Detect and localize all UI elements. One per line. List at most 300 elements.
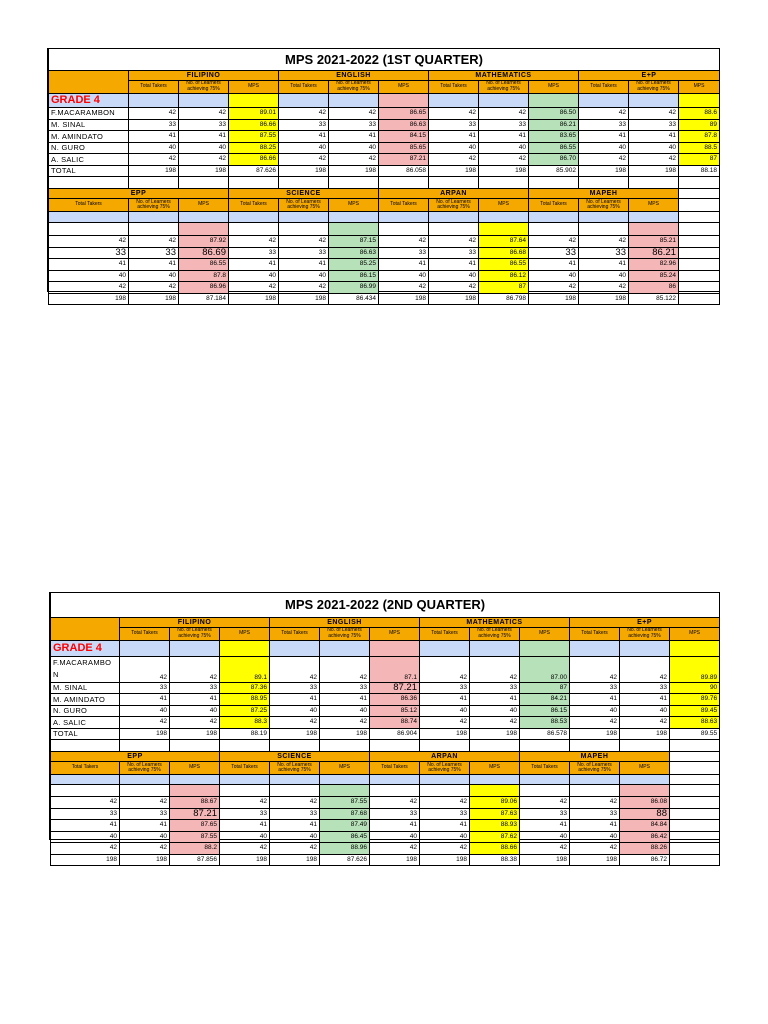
- data-cell: 40: [220, 831, 270, 843]
- column-header: MPS: [170, 762, 220, 775]
- corner-cell: [51, 617, 120, 640]
- data-cell: 33: [179, 119, 229, 131]
- blank-cell: [329, 177, 379, 189]
- data-cell: 198: [429, 293, 479, 305]
- q2-table: [50, 593, 720, 866]
- table-row: [51, 656, 720, 682]
- data-cell: 87.25: [220, 705, 270, 717]
- blank-cell: [220, 775, 270, 785]
- data-cell: 40: [49, 270, 129, 282]
- data-cell: 198: [520, 854, 570, 866]
- teacher-name: A. SALIC: [49, 154, 129, 166]
- data-cell: 42: [129, 282, 179, 294]
- data-cell: 33: [120, 682, 170, 694]
- teacher-name: A. SALIC: [51, 717, 120, 729]
- column-header: MPS: [479, 199, 529, 212]
- data-cell: 86.904: [370, 728, 420, 740]
- data-cell: 86.15: [520, 705, 570, 717]
- table-row: [49, 142, 720, 154]
- data-cell: 85.65: [379, 142, 429, 154]
- data-cell: 33: [279, 119, 329, 131]
- data-cell: 42: [420, 797, 470, 809]
- data-cell: 85.12: [370, 705, 420, 717]
- data-cell: 40: [279, 142, 329, 154]
- blank-cell: [370, 775, 420, 785]
- data-cell: 198: [120, 728, 170, 740]
- data-cell: 87.626: [320, 854, 370, 866]
- data-cell: 89: [679, 119, 720, 131]
- data-cell: 42: [529, 282, 579, 294]
- subject-header: SCIENCE: [220, 752, 370, 762]
- blank-cell: [670, 820, 720, 832]
- data-cell: 86.65: [379, 107, 429, 119]
- blank-cell: [429, 177, 479, 189]
- data-cell: 41: [570, 694, 620, 706]
- data-cell: 198: [570, 854, 620, 866]
- blank-cell: [679, 247, 720, 259]
- data-cell: 42: [429, 236, 479, 248]
- data-cell: 84.84: [620, 820, 670, 832]
- blank-cell: [470, 640, 520, 656]
- data-cell: 33: [579, 119, 629, 131]
- data-cell: 88.25: [229, 142, 279, 154]
- blank-cell: [479, 212, 529, 223]
- data-cell: 42: [379, 236, 429, 248]
- data-cell: 198: [420, 854, 470, 866]
- blank-cell: [629, 177, 679, 189]
- data-cell: 87.8: [179, 270, 229, 282]
- data-cell: 42: [220, 797, 270, 809]
- data-cell: 198: [170, 728, 220, 740]
- data-cell: 41: [229, 259, 279, 271]
- data-cell: 89.89: [670, 656, 720, 682]
- blank-cell: [429, 93, 479, 107]
- data-cell: 89.06: [470, 797, 520, 809]
- data-cell: 42: [529, 236, 579, 248]
- data-cell: 42: [420, 656, 470, 682]
- data-cell: 198: [179, 165, 229, 177]
- column-header: No. of Learners achieving 75%: [270, 762, 320, 775]
- data-cell: 88.2: [170, 843, 220, 855]
- data-cell: 33: [470, 682, 520, 694]
- blank-cell: [229, 212, 279, 223]
- data-cell: 40: [120, 705, 170, 717]
- blank-cell: [179, 93, 229, 107]
- data-cell: 86.55: [479, 259, 529, 271]
- data-cell: 86.21: [529, 119, 579, 131]
- data-cell: 87.65: [170, 820, 220, 832]
- data-cell: 41: [479, 131, 529, 143]
- subject-header: MATHEMATICS: [420, 617, 570, 627]
- blank-cell: [529, 223, 579, 236]
- blank-cell: [279, 223, 329, 236]
- data-cell: 82.96: [629, 259, 679, 271]
- data-cell: 198: [270, 854, 320, 866]
- blank-cell: [679, 177, 720, 189]
- subject-header: EPP: [51, 752, 220, 762]
- blank-cell: [270, 740, 320, 752]
- data-cell: 86.72: [620, 854, 670, 866]
- data-cell: 42: [420, 843, 470, 855]
- teacher-name: TOTAL: [49, 165, 129, 177]
- blank-cell: [329, 223, 379, 236]
- data-cell: 85.122: [629, 293, 679, 305]
- blank-cell: [620, 785, 670, 797]
- data-cell: 86.55: [529, 142, 579, 154]
- data-cell: 198: [629, 165, 679, 177]
- data-cell: 42: [49, 282, 129, 294]
- blank-cell: [379, 177, 429, 189]
- data-cell: 42: [479, 154, 529, 166]
- column-header: Total Takers: [220, 762, 270, 775]
- blank-cell: [129, 212, 179, 223]
- blank-cell: [529, 212, 579, 223]
- data-cell: 40: [579, 270, 629, 282]
- data-cell: 86.08: [620, 797, 670, 809]
- data-cell: 40: [470, 705, 520, 717]
- data-cell: 33: [429, 247, 479, 259]
- data-cell: 88.18: [679, 165, 720, 177]
- data-cell: 42: [570, 717, 620, 729]
- data-cell: 86.15: [329, 270, 379, 282]
- blank-cell: [420, 785, 470, 797]
- data-cell: 41: [279, 259, 329, 271]
- blank-cell: [670, 854, 720, 866]
- blank-cell: [670, 740, 720, 752]
- data-cell: 198: [620, 728, 670, 740]
- data-cell: 33: [49, 247, 129, 259]
- blank-cell: [120, 740, 170, 752]
- data-cell: 89.1: [220, 656, 270, 682]
- data-cell: 40: [379, 270, 429, 282]
- blank-cell: [570, 640, 620, 656]
- blank-cell: [470, 740, 520, 752]
- table-row: [51, 808, 720, 820]
- data-cell: 42: [329, 107, 379, 119]
- column-header: No. of Learners achieving 75%: [620, 627, 670, 640]
- table-row: [51, 797, 720, 809]
- table-row: [49, 270, 720, 282]
- blank-cell: [670, 797, 720, 809]
- column-header: No. of Learners achieving 75%: [420, 762, 470, 775]
- data-cell: 86.68: [479, 247, 529, 259]
- data-cell: 40: [170, 705, 220, 717]
- data-cell: 86.50: [529, 107, 579, 119]
- blank-cell: [620, 740, 670, 752]
- data-cell: 88.3: [220, 717, 270, 729]
- blank-cell: [320, 640, 370, 656]
- data-cell: 40: [579, 142, 629, 154]
- teacher-name: F.MACARAMBO N: [51, 656, 120, 682]
- data-cell: 33: [320, 682, 370, 694]
- data-cell: 87.15: [329, 236, 379, 248]
- table-row: [49, 154, 720, 166]
- data-cell: 86.66: [229, 154, 279, 166]
- column-header: No. of Learners achieving 75%: [320, 627, 370, 640]
- data-cell: 40: [429, 270, 479, 282]
- data-cell: 41: [420, 820, 470, 832]
- data-cell: 42: [370, 797, 420, 809]
- column-header: MPS: [320, 762, 370, 775]
- data-cell: 42: [320, 717, 370, 729]
- data-cell: 42: [420, 717, 470, 729]
- data-cell: 41: [429, 131, 479, 143]
- data-cell: 198: [229, 293, 279, 305]
- data-cell: 87.1: [370, 656, 420, 682]
- blank-cell: [479, 223, 529, 236]
- data-cell: 198: [220, 854, 270, 866]
- data-cell: 87.55: [320, 797, 370, 809]
- blank-cell: [670, 831, 720, 843]
- data-cell: 41: [51, 820, 120, 832]
- column-header: Total Takers: [279, 80, 329, 93]
- column-header: Total Takers: [529, 199, 579, 212]
- data-cell: 42: [120, 843, 170, 855]
- q1-table: [48, 49, 720, 305]
- data-cell: 41: [629, 131, 679, 143]
- subject-header: FILIPINO: [120, 617, 270, 627]
- data-cell: 89.76: [670, 694, 720, 706]
- table-row: [51, 820, 720, 832]
- table-row: [49, 247, 720, 259]
- blank-cell: [129, 93, 179, 107]
- blank-cell: [51, 785, 120, 797]
- blank-cell: [679, 236, 720, 248]
- data-cell: 198: [129, 293, 179, 305]
- data-cell: 41: [179, 131, 229, 143]
- data-cell: 41: [370, 820, 420, 832]
- data-cell: 42: [520, 797, 570, 809]
- grade-label: GRADE 4: [49, 93, 129, 107]
- data-cell: 40: [120, 831, 170, 843]
- data-cell: 41: [579, 131, 629, 143]
- data-cell: 198: [329, 165, 379, 177]
- data-cell: 40: [329, 142, 379, 154]
- data-cell: 42: [51, 797, 120, 809]
- data-cell: 42: [270, 656, 320, 682]
- blank-cell: [429, 223, 479, 236]
- table-row: [51, 728, 720, 740]
- data-cell: 42: [179, 154, 229, 166]
- table-row: [49, 236, 720, 248]
- blank-cell: [120, 640, 170, 656]
- data-cell: 40: [51, 831, 120, 843]
- column-header: No. of Learners achieving 75%: [570, 762, 620, 775]
- data-cell: 42: [579, 154, 629, 166]
- data-cell: 87: [520, 682, 570, 694]
- subject-header: ENGLISH: [270, 617, 420, 627]
- data-cell: 42: [279, 282, 329, 294]
- data-cell: 88.6: [679, 107, 720, 119]
- blank-cell: [49, 223, 129, 236]
- table-row: [51, 694, 720, 706]
- data-cell: 85.902: [529, 165, 579, 177]
- data-cell: 89.45: [670, 705, 720, 717]
- data-cell: 42: [629, 107, 679, 119]
- column-header: MPS: [529, 80, 579, 93]
- data-cell: 33: [229, 247, 279, 259]
- blank-cell: [579, 93, 629, 107]
- data-cell: 40: [629, 142, 679, 154]
- blank-cell: [670, 785, 720, 797]
- column-header: Total Takers: [49, 199, 129, 212]
- column-header: Total Takers: [420, 627, 470, 640]
- data-cell: 41: [520, 820, 570, 832]
- column-header: MPS: [670, 627, 720, 640]
- data-cell: 42: [470, 656, 520, 682]
- data-cell: 86.63: [379, 119, 429, 131]
- data-cell: 87.00: [520, 656, 570, 682]
- data-cell: 88.53: [520, 717, 570, 729]
- data-cell: 40: [420, 705, 470, 717]
- column-header: Total Takers: [270, 627, 320, 640]
- data-cell: 86.70: [529, 154, 579, 166]
- data-cell: 88.19: [220, 728, 270, 740]
- blank-cell: [170, 785, 220, 797]
- column-header: No. of Learners achieving 75%: [129, 199, 179, 212]
- blank-cell: [629, 93, 679, 107]
- data-cell: 40: [520, 831, 570, 843]
- data-cell: 41: [120, 820, 170, 832]
- data-cell: 89.01: [229, 107, 279, 119]
- blank-cell: [679, 212, 720, 223]
- column-header: No. of Learners achieving 75%: [279, 199, 329, 212]
- blank-cell: [479, 177, 529, 189]
- data-cell: 87.8: [679, 131, 720, 143]
- data-cell: 33: [429, 119, 479, 131]
- corner-cell: [49, 70, 129, 93]
- data-cell: 33: [329, 119, 379, 131]
- blank-cell: [370, 740, 420, 752]
- blank-cell: [279, 177, 329, 189]
- data-cell: 42: [170, 656, 220, 682]
- data-cell: 41: [120, 694, 170, 706]
- data-cell: 42: [570, 797, 620, 809]
- data-cell: 87: [679, 154, 720, 166]
- data-cell: 86.99: [329, 282, 379, 294]
- blank-cell: [529, 177, 579, 189]
- data-cell: 40: [529, 270, 579, 282]
- blank-cell: [579, 177, 629, 189]
- data-cell: 42: [570, 656, 620, 682]
- teacher-name: F.MACARAMBON: [49, 107, 129, 119]
- data-cell: 42: [470, 717, 520, 729]
- data-cell: 198: [470, 728, 520, 740]
- quarter-1-sheet: [47, 48, 720, 302]
- data-cell: 88.67: [170, 797, 220, 809]
- data-cell: 40: [429, 142, 479, 154]
- data-cell: 40: [570, 831, 620, 843]
- page-title: MPS 2021-2022 (2ND QUARTER): [51, 593, 720, 617]
- table-row: [49, 282, 720, 294]
- blank-cell: [170, 640, 220, 656]
- table-row: [51, 705, 720, 717]
- quarter-2-sheet: [49, 592, 720, 863]
- blank-cell: [520, 785, 570, 797]
- blank-cell: [51, 775, 120, 785]
- table-row: [51, 854, 720, 866]
- data-cell: 198: [529, 293, 579, 305]
- data-cell: 40: [570, 705, 620, 717]
- data-cell: 42: [279, 236, 329, 248]
- blank-cell: [520, 775, 570, 785]
- page-title: MPS 2021-2022 (1ST QUARTER): [49, 49, 720, 70]
- data-cell: 86.434: [329, 293, 379, 305]
- blank-cell: [420, 640, 470, 656]
- blank-cell: [270, 785, 320, 797]
- data-cell: 41: [620, 694, 670, 706]
- column-header: No. of Learners achieving 75%: [329, 80, 379, 93]
- blank-cell: [320, 740, 370, 752]
- blank-cell: [229, 223, 279, 236]
- column-header: MPS: [520, 627, 570, 640]
- column-header: MPS: [679, 80, 720, 93]
- data-cell: 42: [279, 107, 329, 119]
- blank-cell: [670, 775, 720, 785]
- data-cell: 42: [129, 107, 179, 119]
- data-cell: 198: [51, 854, 120, 866]
- data-cell: 42: [379, 282, 429, 294]
- data-cell: 86.96: [179, 282, 229, 294]
- table-row: [49, 107, 720, 119]
- blank-cell: [520, 640, 570, 656]
- data-cell: 40: [179, 142, 229, 154]
- data-cell: 33: [479, 119, 529, 131]
- blank-cell: [220, 740, 270, 752]
- data-cell: 86.66: [229, 119, 279, 131]
- data-cell: 42: [49, 236, 129, 248]
- data-cell: 198: [320, 728, 370, 740]
- data-cell: 87.856: [170, 854, 220, 866]
- blank-cell: [270, 775, 320, 785]
- data-cell: 198: [420, 728, 470, 740]
- data-cell: 86.21: [629, 247, 679, 259]
- subject-header: E+P: [579, 70, 720, 80]
- data-cell: 86.63: [329, 247, 379, 259]
- blank-cell: [170, 740, 220, 752]
- column-header: MPS: [329, 199, 379, 212]
- data-cell: 88.66: [470, 843, 520, 855]
- column-header: MPS: [620, 762, 670, 775]
- data-cell: 42: [129, 236, 179, 248]
- table-row: [49, 119, 720, 131]
- data-cell: 33: [129, 247, 179, 259]
- data-cell: 42: [129, 154, 179, 166]
- data-cell: 88.96: [320, 843, 370, 855]
- column-header: MPS: [470, 762, 520, 775]
- blank-cell: [220, 785, 270, 797]
- data-cell: 42: [220, 843, 270, 855]
- data-cell: 40: [129, 142, 179, 154]
- column-header: No. of Learners achieving 75%: [170, 627, 220, 640]
- blank-cell: [270, 640, 320, 656]
- column-header: Total Takers: [129, 80, 179, 93]
- data-cell: 42: [579, 107, 629, 119]
- data-cell: 198: [479, 165, 529, 177]
- data-cell: 87.21: [370, 682, 420, 694]
- data-cell: 87.49: [320, 820, 370, 832]
- column-header: No. of Learners achieving 75%: [629, 80, 679, 93]
- data-cell: 42: [520, 843, 570, 855]
- column-header: Total Takers: [120, 627, 170, 640]
- data-cell: 33: [629, 119, 679, 131]
- table-row: [51, 831, 720, 843]
- data-cell: 90: [670, 682, 720, 694]
- blank-cell: [679, 189, 720, 199]
- data-cell: 198: [120, 854, 170, 866]
- data-cell: 41: [320, 694, 370, 706]
- data-cell: 41: [420, 694, 470, 706]
